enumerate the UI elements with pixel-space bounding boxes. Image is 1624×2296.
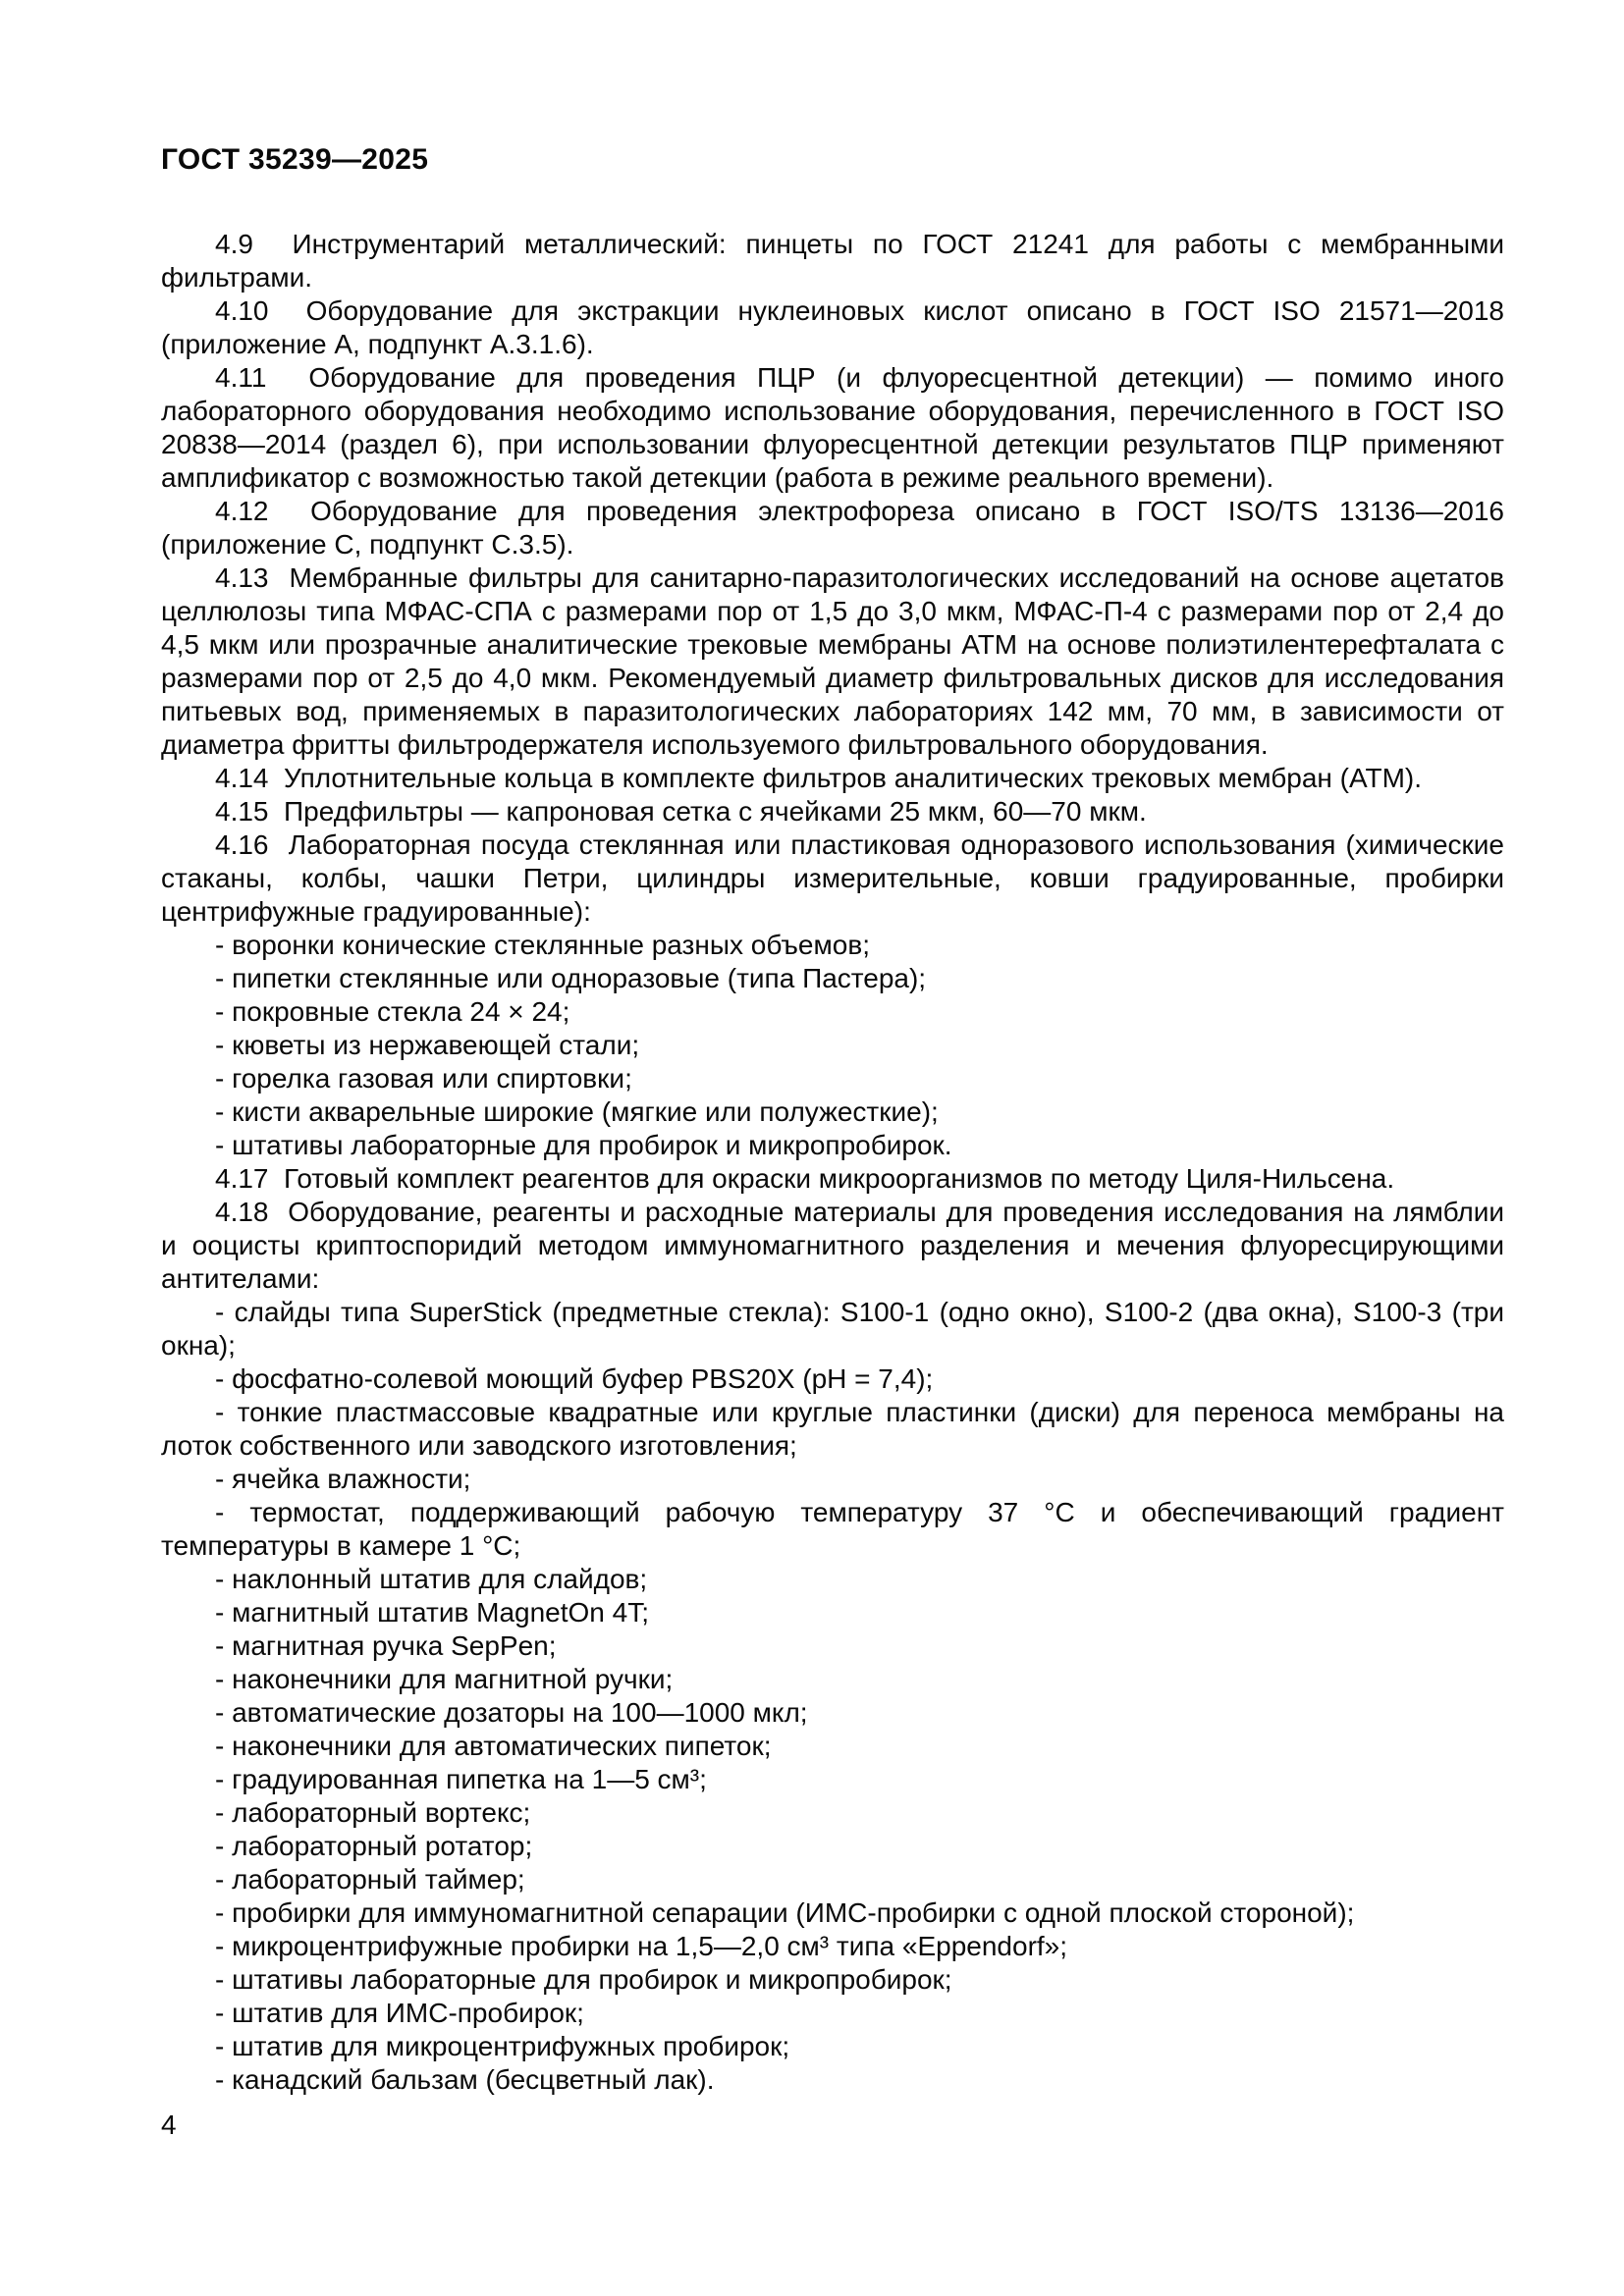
list-item: - магнитная ручка SepPen; [215,1630,557,1661]
list-item: - магнитный штатив MagnetOn 4T; [215,1597,649,1628]
list-item: - штатив для микроцентрифужных пробирок; [215,2031,790,2061]
list-item: - лабораторный ротатор; [215,1831,533,1861]
list-item: - автоматические дозаторы на 100—1000 мкл; [215,1697,808,1728]
clause-paragraph: 4.14 Уплотнительные кольца в комплекте фильтров аналитических трековых мембран (АТМ). [215,763,1423,793]
list-item: - фосфатно-солевой моющий буфер PBS20X (pH = 7,4); [215,1363,934,1394]
list-item: - ячейка влажности; [215,1464,471,1494]
clause-paragraph: 4.16 Лабораторная посуда стеклянная или пластиковая одноразового использования (химические стаканы, колбы, чашки Петри, цилиндры измерительные, ковши градуированные, пробирки центрифужные градуированные): [161,829,1512,927]
clause-paragraph: 4.11 Оборудование для проведения ПЦР (и флуоресцентной детекции) — помимо иного лабораторного оборудования необходимо использование оборудования, перечисленного в ГОСТ ISO 20838—2014 (раздел 6), при использовании флуоресцентной детекции результатов ПЦР применяют амплификатор с возможностью такой детекции (работа в режиме реального времени). [161,362,1512,493]
list-item: - канадский бальзам (бесцветный лак). [215,2064,715,2095]
list-item: - наконечники для магнитной ручки; [215,1664,674,1694]
doc-number-header: ГОСТ 35239—2025 [161,143,429,176]
list-item: - лабораторный таймер; [215,1864,525,1895]
list-item: - пипетки стеклянные или одноразовые (типа Пастера); [215,963,927,993]
list-item: - штатив для ИМС-пробирок; [215,1998,584,2028]
clause-paragraph: 4.17 Готовый комплект реагентов для окраски микроорганизмов по методу Циля-Нильсена. [215,1163,1395,1194]
list-item: - покровные стекла 24 × 24; [215,996,570,1027]
list-item: - тонкие пластмассовые квадратные или круглые пластинки (диски) для переноса мембраны на лоток собственного или заводского изготовления; [161,1397,1512,1461]
clause-paragraph: 4.15 Предфильтры — капроновая сетка с ячейками 25 мкм, 60—70 мкм. [215,796,1147,827]
list-item: - штативы лабораторные для пробирок и микропробирок; [215,1964,952,1995]
clause-paragraph: 4.18 Оборудование, реагенты и расходные материалы для проведения исследования на лямблии и ооцисты криптоспоридий методом иммуномагнитного разделения и мечения флуоресцирующими антителами: [161,1197,1512,1294]
list-item: - наклонный штатив для слайдов; [215,1564,648,1594]
document-body [161,228,1512,2097]
list-item: - кисти акварельные широкие (мягкие или полужесткие); [215,1096,939,1127]
clause-paragraph: 4.10 Оборудование для экстракции нуклеиновых кислот описано в ГОСТ ISO 21571—2018 (приложение А, подпункт А.3.1.6). [161,295,1512,359]
list-item: - горелка газовая или спиртовки; [215,1063,632,1094]
list-item: - штативы лабораторные для пробирок и микропробирок. [215,1130,952,1160]
page-number: 4 [161,2109,177,2140]
list-item: - пробирки для иммуномагнитной сепарации (ИМС-пробирки с одной плоской стороной); [215,1897,1355,1928]
clause-paragraph: 4.12 Оборудование для проведения электрофореза описано в ГОСТ ISO/TS 13136—2016 (приложение С, подпункт С.3.5). [161,496,1512,560]
clause-paragraph: 4.13 Мембранные фильтры для санитарно-паразитологических исследований на основе ацетатов целлюлозы типа МФАС-СПА с размерами пор от 1,5 до 3,0 мкм, МФАС-П-4 с размерами пор от 2,4 до 4,5 мкм или прозрачные аналитические трековые мембраны АТМ на основе полиэтилентерефталата с размерами пор от 2,5 до 4,0 мкм. Рекомендуемый диаметр фильтровальных дисков для исследования питьевых вод, применяемых в паразитологических лабораториях 142 мм, 70 мм, в зависимости от диаметра фритты фильтродержателя используемого фильтровального оборудования. [161,562,1512,760]
list-item: - микроцентрифужные пробирки на 1,5—2,0 см³ типа «Eppendorf»; [215,1931,1068,1961]
list-item: - кюветы из нержавеющей стали; [215,1030,640,1060]
list-item: - наконечники для автоматических пипеток; [215,1731,772,1761]
clause-paragraph: 4.9 Инструментарий металлический: пинцеты по ГОСТ 21241 для работы с мембранными фильтрами. [161,229,1512,293]
list-item: - лабораторный вортекс; [215,1797,531,1828]
list-item: - термостат, поддерживающий рабочую температуру 37 °С и обеспечивающий градиент температуры в камере 1 °С; [161,1497,1512,1561]
list-item: - слайды типа SuperStick (предметные стекла): S100-1 (одно окно), S100-2 (два окна), S100-3 (три окна); [161,1297,1512,1361]
list-item: - градуированная пипетка на 1—5 см³; [215,1764,707,1794]
list-item: - воронки конические стеклянные разных объемов; [215,930,870,960]
